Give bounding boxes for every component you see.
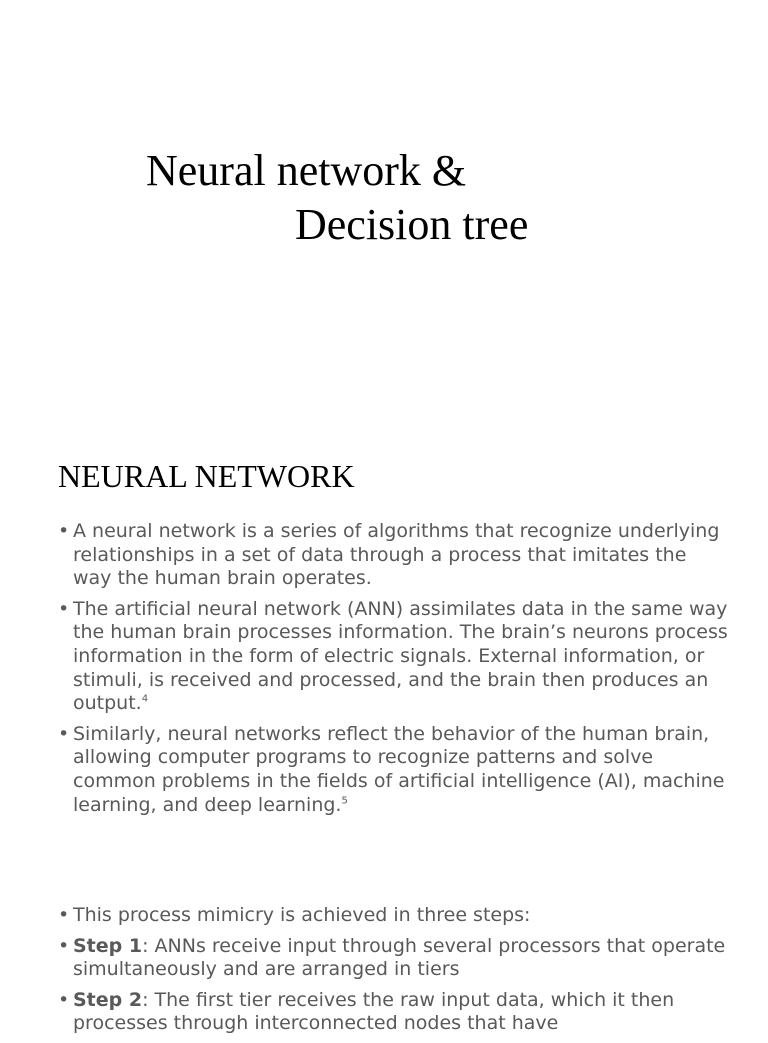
bullet-dot: • — [58, 597, 70, 620]
bullet-list — [0, 520, 768, 824]
slide-title-line-1: Neural network & — [146, 146, 467, 195]
footnote-ref: 5 — [341, 795, 348, 807]
step-item — [0, 989, 768, 1036]
bullet-item — [0, 598, 768, 716]
bullet-dot: • — [58, 904, 70, 926]
bullet-dot: • — [58, 988, 70, 1011]
slide-title-line-2: Decision tree — [295, 200, 529, 249]
steps-intro-text: This process mimicry is achieved in three steps: — [73, 904, 531, 926]
steps-intro-item — [0, 904, 768, 928]
bullet-item — [0, 723, 768, 817]
section-heading: NEURAL NETWORK — [58, 458, 355, 494]
bullet-dot: • — [58, 934, 70, 957]
bullet-item — [0, 520, 768, 591]
bullet-text: Similarly, neural networks reflect the behavior of the human brain, allowing computer programs to recognize patterns and solve common problems in the fields of artificial intelligence (AI), machine learning, and deep learning. — [73, 722, 725, 816]
steps-list — [0, 904, 768, 1043]
bullet-text: A neural network is a series of algorithms that recognize underlying relationships in a set of data through a process that imitates the way the human brain operates. — [73, 520, 720, 590]
bullet-text: The artificial neural network (ANN) assimilates data in the same way the human brain processes information. The brain’s neurons process information in the form of electric signals. External information, or stimuli, is received and processed, and the brain then produces an output. — [73, 597, 728, 715]
step-item — [0, 935, 768, 982]
step-label: Step 2 — [73, 988, 143, 1011]
step-text: : The first tier receives the raw input data, which it then processes through interconnected nodes that have — [73, 988, 675, 1035]
step-label: Step 1 — [73, 934, 143, 957]
bullet-dot: • — [58, 520, 70, 542]
bullet-dot: • — [58, 722, 70, 745]
footnote-ref: 4 — [141, 693, 149, 705]
step-text: : ANNs receive input through several processors that operate simultaneously and are arranged in tiers — [73, 934, 726, 981]
